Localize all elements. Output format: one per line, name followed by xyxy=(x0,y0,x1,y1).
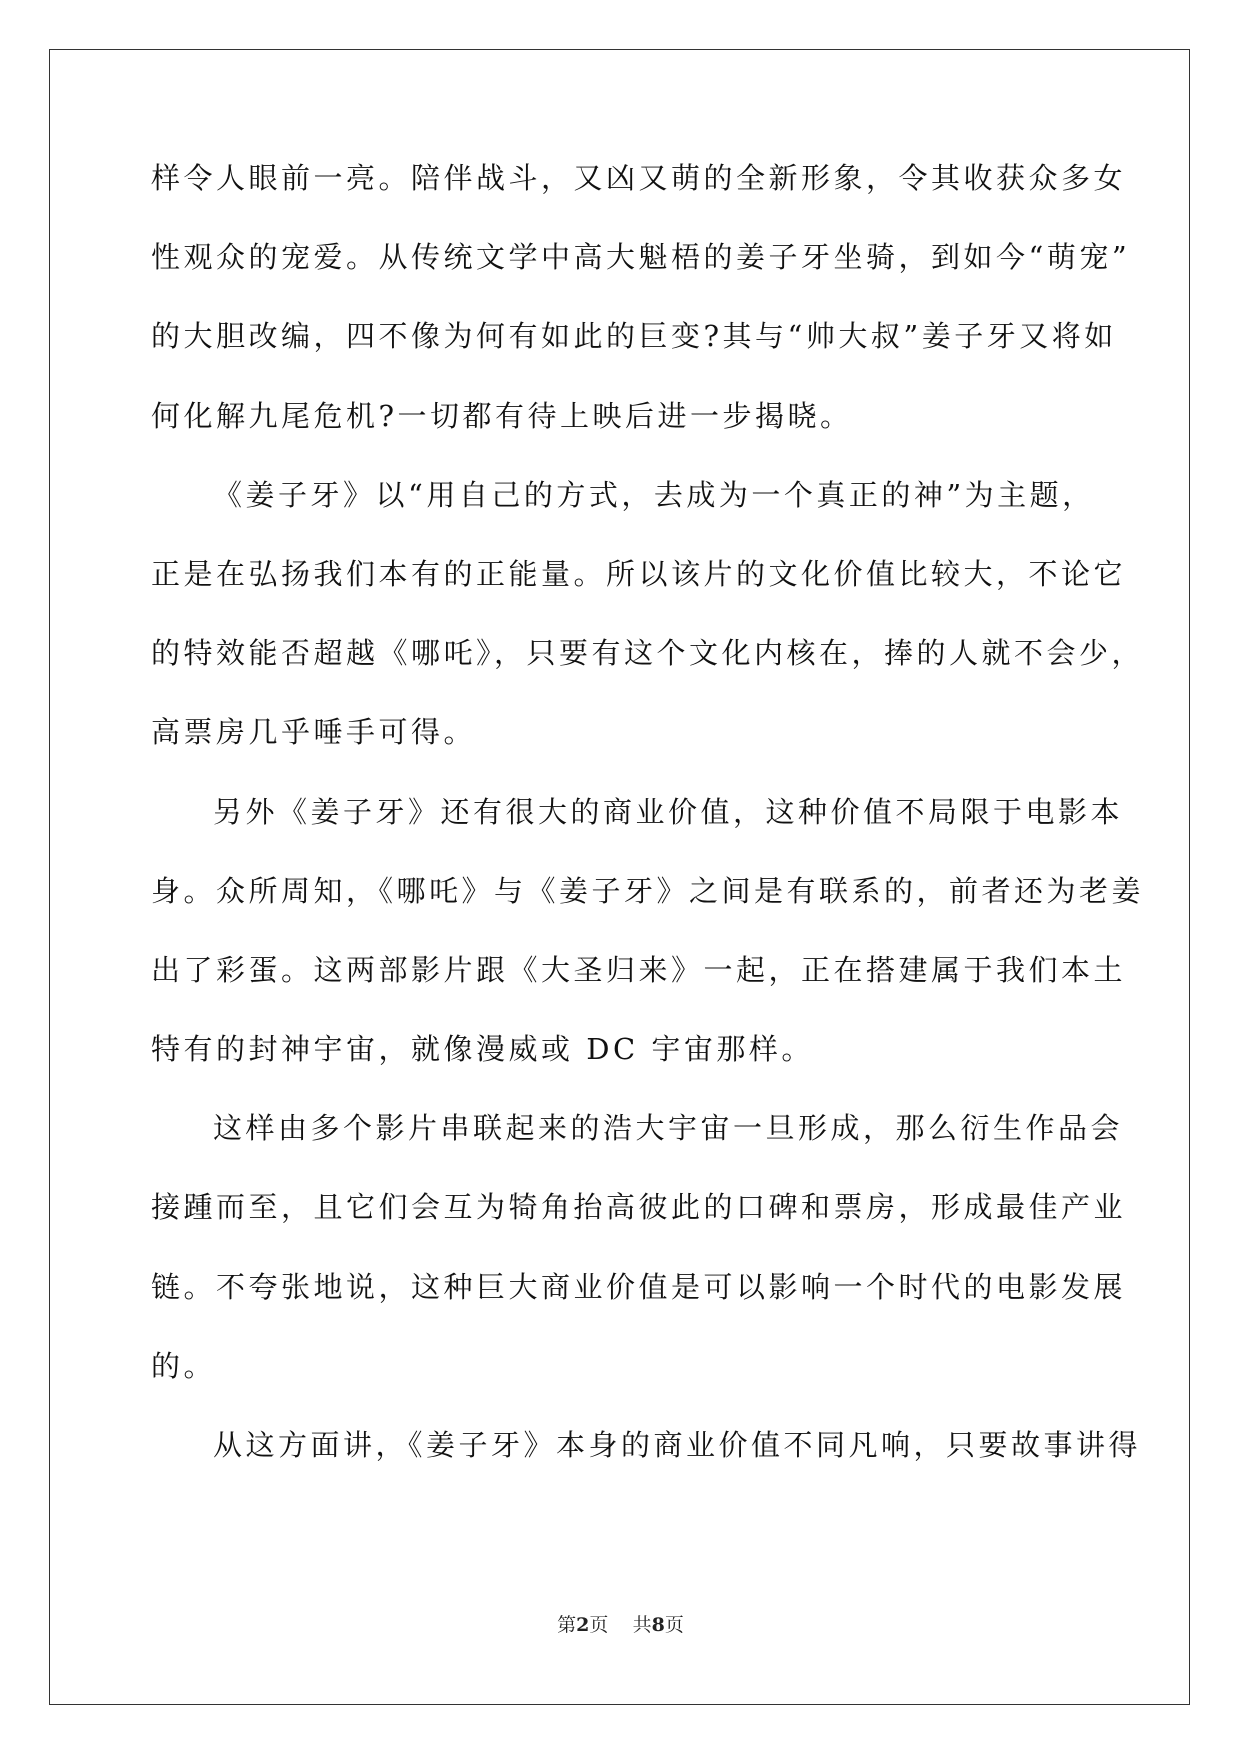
paragraph-first-line: 这样由多个影片串联起来的浩大宇宙一旦形成，那么衍生作品会 xyxy=(213,1111,1124,1146)
page-suffix: 页 xyxy=(589,1614,609,1636)
paragraph-first-line: 《姜子牙》以“用自己的方式，去成为一个真正的神”为主题， xyxy=(213,477,1095,512)
text-line: 的大胆改编，四不像为何有如此的巨变?其与“帅大叔”姜子牙又将如 xyxy=(151,319,1117,354)
text-line: 链。不夸张地说，这种巨大商业价值是可以影响一个时代的电影发展 xyxy=(151,1269,1127,1304)
total-prefix: 共 xyxy=(632,1614,652,1636)
total-page-count: 8 xyxy=(651,1614,665,1636)
text-line: 身。众所周知，《哪吒》与《姜子牙》之间是有联系的，前者还为老姜 xyxy=(151,873,1145,908)
text-line: 样令人眼前一亮。陪伴战斗，又凶又萌的全新形象，令其收获众多女 xyxy=(151,161,1127,195)
text-line: 高票房几乎唾手可得。 xyxy=(151,715,477,750)
page-footer xyxy=(0,1610,1241,1637)
total-suffix: 页 xyxy=(664,1614,684,1636)
text-line: 特有的封神宇宙，就像漫威或 DC 宇宙那样。 xyxy=(151,1032,814,1067)
paragraph-first-line: 从这方面讲，《姜子牙》本身的商业价值不同凡响，只要故事讲得 xyxy=(213,1428,1142,1462)
current-page-number: 2 xyxy=(576,1614,590,1636)
text-line: 何化解九尾危机?一切都有待上映后进一步揭晓。 xyxy=(151,398,853,433)
text-line: 的特效能否超越《哪吒》，只要有这个文化内核在，捧的人就不会少， xyxy=(151,636,1145,671)
text-line: 正是在弘扬我们本有的正能量。所以该片的文化价值比较大，不论它 xyxy=(151,556,1127,591)
text-line: 的。 xyxy=(151,1348,217,1383)
page-prefix: 第 xyxy=(557,1614,577,1636)
text-line: 性观众的宠爱。从传统文学中高大魁梧的姜子牙坐骑，到如今“萌宠” xyxy=(151,240,1131,275)
text-line: 接踵而至，且它们会互为犄角抬高彼此的口碑和票房，形成最佳产业 xyxy=(151,1190,1127,1225)
paragraph-first-line: 另外《姜子牙》还有很大的商业价值，这种价值不局限于电影本 xyxy=(213,794,1124,829)
text-line: 出了彩蛋。这两部影片跟《大圣归来》一起，正在搭建属于我们本土 xyxy=(151,952,1127,987)
document-body xyxy=(151,155,1145,1501)
